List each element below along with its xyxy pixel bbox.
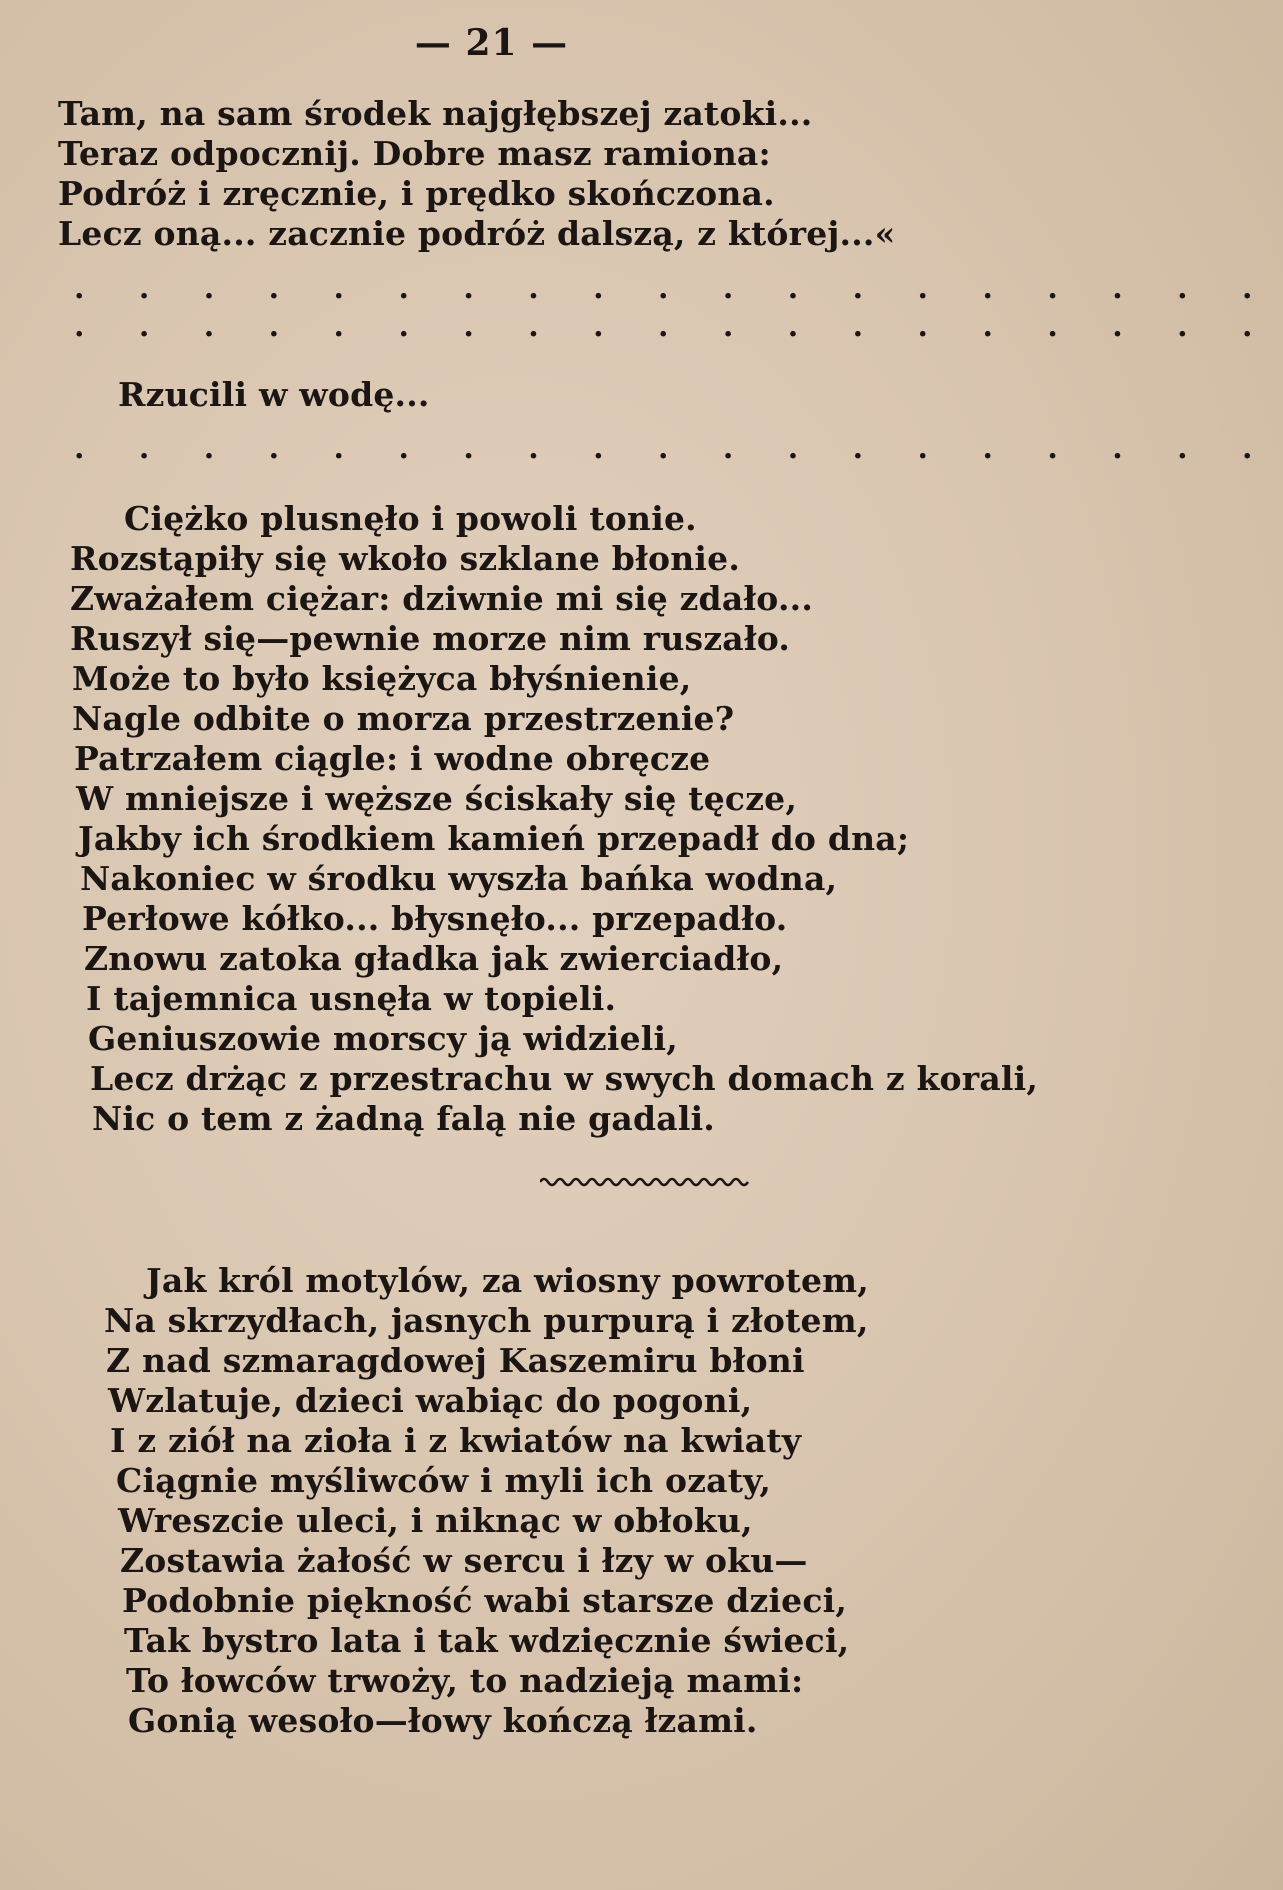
stanza1-line-3: Podróż i zręcznie, i prędko skończona. bbox=[58, 174, 775, 213]
stanza2-line-11: Perłowe kółko... błysnęło... przepadło. bbox=[82, 899, 788, 938]
stanza2-line-8: W mniejsze i węższe ściskały się tęcze, bbox=[76, 779, 798, 818]
stanza2-line-2: Rozstąpiły się wkoło szklane błonie. bbox=[70, 539, 741, 578]
stanza2-line-9: Jakby ich środkiem kamień przepadł do dna; bbox=[78, 819, 910, 858]
stanza2-line-13: I tajemnica usnęła w topieli. bbox=[86, 979, 617, 1018]
stanza3-line-5: I z ziół na zioła i z kwiatów na kwiaty bbox=[110, 1421, 802, 1460]
wavy-divider bbox=[540, 1175, 750, 1189]
stanza3-line-12: Gonią wesoło—łowy kończą łzami. bbox=[128, 1701, 758, 1740]
page-number: — 21 — bbox=[414, 22, 569, 64]
stanza1-line-4: Lecz oną... zacznie podróż dalszą, z której...« bbox=[58, 214, 896, 253]
stanza3-line-6: Ciągnie myśliwców i myli ich ozaty, bbox=[116, 1461, 772, 1500]
stanza2-line-16: Nic o tem z żadną falą nie gadali. bbox=[92, 1099, 715, 1138]
stanza1-line-1: Tam, na sam środek najgłębszej zatoki... bbox=[58, 94, 813, 133]
stanza2-line-12: Znowu zatoka gładka jak zwierciadło, bbox=[84, 939, 784, 978]
stanza3-line-10: Tak bystro lata i tak wdzięcznie świeci, bbox=[124, 1621, 850, 1660]
stanza3-line-2: Na skrzydłach, jasnych purpurą i złotem, bbox=[104, 1301, 869, 1340]
stanza3-line-9: Podobnie piękność wabi starsze dzieci, bbox=[122, 1581, 848, 1620]
ellipsis-row-2: . . . . . . . . . . . . . . . . . . . bbox=[74, 309, 1275, 344]
stanza2-line-1: Ciężko plusnęło i powoli tonie. bbox=[124, 499, 697, 538]
stanza3-line-11: To łowców trwoży, to nadzieją mami: bbox=[126, 1661, 804, 1700]
stanza2-line-7: Patrzałem ciągle: i wodne obręcze bbox=[74, 739, 711, 778]
rzucili-line: Rzucili w wodę... bbox=[118, 375, 430, 414]
ellipsis-row-1: . . . . . . . . . . . . . . . . . . . bbox=[74, 271, 1275, 306]
stanza2-line-15: Lecz drżąc z przestrachu w swych domach z korali, bbox=[90, 1059, 1039, 1098]
stanza1-line-2: Teraz odpocznij. Dobre masz ramiona: bbox=[58, 134, 771, 173]
stanza2-line-6: Nagle odbite o morza przestrzenie? bbox=[72, 699, 735, 738]
stanza3-line-7: Wreszcie uleci, i niknąc w obłoku, bbox=[118, 1501, 753, 1540]
stanza2-line-14: Geniuszowie morscy ją widzieli, bbox=[88, 1019, 678, 1058]
stanza2-line-5: Może to było księżyca błyśnienie, bbox=[72, 659, 692, 698]
stanza2-line-4: Ruszył się—pewnie morze nim ruszało. bbox=[70, 619, 791, 658]
stanza3-line-1: Jak król motylów, za wiosny powrotem, bbox=[146, 1261, 869, 1300]
stanza3-line-8: Zostawia żałość w sercu i łzy w oku— bbox=[120, 1541, 808, 1580]
stanza2-line-3: Zważałem ciężar: dziwnie mi się zdało... bbox=[70, 579, 814, 618]
stanza2-line-10: Nakoniec w środku wyszła bańka wodna, bbox=[80, 859, 838, 898]
stanza3-line-3: Z nad szmaragdowej Kaszemiru błoni bbox=[106, 1341, 805, 1380]
ellipsis-row-3: . . . . . . . . . . . . . . . . . . . bbox=[74, 431, 1275, 466]
stanza3-line-4: Wzlatuje, dzieci wabiąc do pogoni, bbox=[108, 1381, 753, 1420]
